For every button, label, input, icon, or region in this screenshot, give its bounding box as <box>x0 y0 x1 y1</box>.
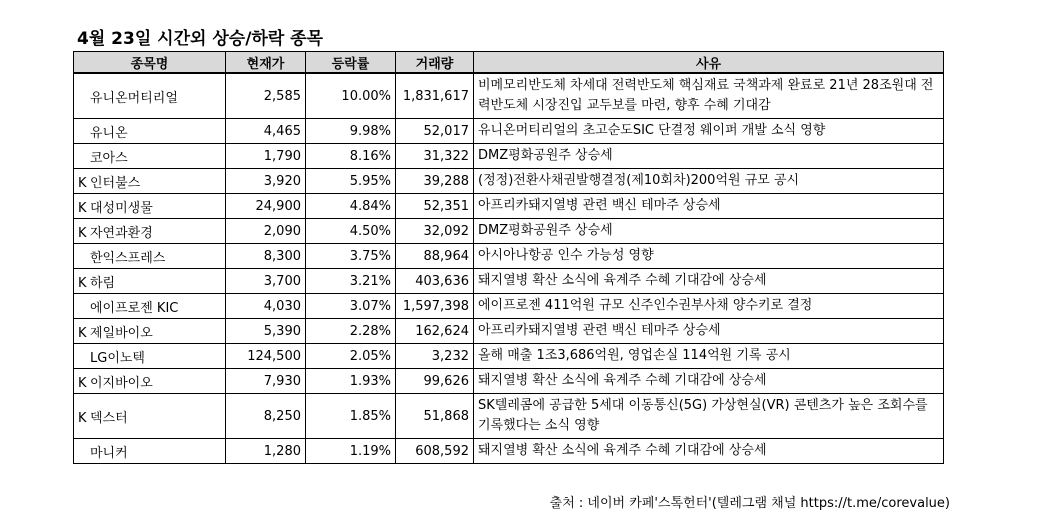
stock-name: LG이노텍 <box>90 350 145 366</box>
stock-name-cell <box>74 319 226 344</box>
header-reason: 사유 <box>474 52 944 74</box>
stock-name: 하림 <box>90 275 116 291</box>
volume-cell: 99,626 <box>396 369 474 394</box>
price-cell: 3,920 <box>226 169 306 194</box>
change-cell: 1.85% <box>306 394 396 439</box>
price-cell: 4,030 <box>226 294 306 319</box>
stock-name-cell <box>74 219 226 244</box>
table-row <box>74 394 944 439</box>
reason-cell: 에이프로젠 411억원 규모 신주인수권부사채 양수키로 결정 <box>474 294 944 319</box>
reason-cell: 아시아나항공 인수 가능성 영향 <box>474 244 944 269</box>
reason-cell: (정정)전환사채권발행결정(제10회차)200억원 규모 공시 <box>474 169 944 194</box>
market-mark: K <box>78 325 87 341</box>
change-cell: 9.98% <box>306 119 396 144</box>
volume-cell: 608,592 <box>396 439 474 464</box>
stock-name-cell <box>74 169 226 194</box>
reason-cell: 비메모리반도체 차세대 전력반도체 핵심재료 국책과제 완료로 21년 28조원대 전력반도체 시장진입 교두보를 마련, 향후 수혜 기대감 <box>474 73 944 119</box>
volume-cell: 403,636 <box>396 269 474 294</box>
table-row <box>74 119 944 144</box>
stock-name: 덱스터 <box>90 410 128 426</box>
change-cell: 8.16% <box>306 144 396 169</box>
change-cell: 4.84% <box>306 194 396 219</box>
stock-name-cell <box>74 294 226 319</box>
table-row <box>74 194 944 219</box>
change-cell: 3.07% <box>306 294 396 319</box>
stock-name-cell <box>74 244 226 269</box>
page-title: 4월 23일 시간외 상승/하락 종목 <box>77 29 324 49</box>
table-row <box>74 344 944 369</box>
header-volume: 거래량 <box>396 52 474 74</box>
stock-name: 대성미생물 <box>90 200 153 216</box>
volume-cell: 32,092 <box>396 219 474 244</box>
stock-name-cell <box>74 73 226 119</box>
price-cell: 7,930 <box>226 369 306 394</box>
stock-name-cell <box>74 369 226 394</box>
stock-name: 이지바이오 <box>90 375 153 391</box>
table-row <box>74 144 944 169</box>
table-row <box>74 219 944 244</box>
stock-name-cell <box>74 269 226 294</box>
price-cell: 1,790 <box>226 144 306 169</box>
price-cell: 24,900 <box>226 194 306 219</box>
stock-name-cell <box>74 144 226 169</box>
reason-cell: 아프리카돼지열병 관련 백신 테마주 상승세 <box>474 194 944 219</box>
table-header <box>74 52 944 74</box>
table-row <box>74 319 944 344</box>
change-cell: 10.00% <box>306 73 396 119</box>
stock-name: 유니온머티리얼 <box>90 90 178 106</box>
reason-cell: 돼지열병 확산 소식에 육계주 수혜 기대감에 상승세 <box>474 369 944 394</box>
volume-cell: 1,831,617 <box>396 73 474 119</box>
volume-cell: 52,017 <box>396 119 474 144</box>
change-cell: 3.75% <box>306 244 396 269</box>
reason-cell: DMZ평화공원주 상승세 <box>474 144 944 169</box>
volume-cell: 39,288 <box>396 169 474 194</box>
table-row <box>74 73 944 119</box>
change-cell: 1.93% <box>306 369 396 394</box>
table-row <box>74 294 944 319</box>
volume-cell: 162,624 <box>396 319 474 344</box>
table-body <box>74 73 944 464</box>
reason-cell: 유니온머티리얼의 초고순도SIC 단결정 웨이퍼 개발 소식 영향 <box>474 119 944 144</box>
stock-name: 인터불스 <box>90 175 141 191</box>
change-cell: 2.05% <box>306 344 396 369</box>
market-mark: K <box>78 410 87 426</box>
stock-name-cell <box>74 194 226 219</box>
stock-name: 에이프로젠 KIC <box>90 300 179 316</box>
change-cell: 4.50% <box>306 219 396 244</box>
market-mark: K <box>78 200 87 216</box>
volume-cell: 1,597,398 <box>396 294 474 319</box>
table-row <box>74 269 944 294</box>
reason-cell: 아프리카돼지열병 관련 백신 테마주 상승세 <box>474 319 944 344</box>
market-mark: K <box>78 175 87 191</box>
stock-name-cell <box>74 439 226 464</box>
volume-cell: 3,232 <box>396 344 474 369</box>
price-cell: 8,250 <box>226 394 306 439</box>
stock-name: 코아스 <box>90 150 128 166</box>
source-note: 출처 : 네이버 카페'스톡헌터'(텔레그램 채널 https://t.me/corevalue) <box>549 496 950 511</box>
stock-name-cell <box>74 394 226 439</box>
reason-cell: DMZ평화공원주 상승세 <box>474 219 944 244</box>
price-cell: 8,300 <box>226 244 306 269</box>
stock-name: 제일바이오 <box>90 325 153 341</box>
header-name: 종목명 <box>74 52 226 74</box>
stock-name-cell <box>74 119 226 144</box>
stock-name: 한익스프레스 <box>90 250 166 266</box>
price-cell: 3,700 <box>226 269 306 294</box>
volume-cell: 31,322 <box>396 144 474 169</box>
price-cell: 2,585 <box>226 73 306 119</box>
change-cell: 2.28% <box>306 319 396 344</box>
market-mark: K <box>78 275 87 291</box>
volume-cell: 88,964 <box>396 244 474 269</box>
reason-cell: 올해 매출 1조3,686억원, 영업손실 114억원 기록 공시 <box>474 344 944 369</box>
change-cell: 1.19% <box>306 439 396 464</box>
reason-cell: SK텔레콤에 공급한 5세대 이동통신(5G) 가상현실(VR) 콘텐츠가 높은 조회수를 기록했다는 소식 영향 <box>474 394 944 439</box>
stock-name-cell <box>74 344 226 369</box>
reason-cell: 돼지열병 확산 소식에 육계주 수혜 기대감에 상승세 <box>474 269 944 294</box>
price-cell: 5,390 <box>226 319 306 344</box>
change-cell: 3.21% <box>306 269 396 294</box>
price-cell: 2,090 <box>226 219 306 244</box>
market-mark: K <box>78 375 87 391</box>
table-row <box>74 369 944 394</box>
price-cell: 1,280 <box>226 439 306 464</box>
table-row <box>74 439 944 464</box>
stock-name: 마니커 <box>90 445 128 461</box>
change-cell: 5.95% <box>306 169 396 194</box>
header-price: 현재가 <box>226 52 306 74</box>
volume-cell: 52,351 <box>396 194 474 219</box>
table-row <box>74 244 944 269</box>
reason-cell: 돼지열병 확산 소식에 육계주 수혜 기대감에 상승세 <box>474 439 944 464</box>
stock-name: 자연과환경 <box>90 225 153 241</box>
stock-table <box>73 51 944 464</box>
stock-name: 유니온 <box>90 125 128 141</box>
price-cell: 124,500 <box>226 344 306 369</box>
price-cell: 4,465 <box>226 119 306 144</box>
volume-cell: 51,868 <box>396 394 474 439</box>
market-mark: K <box>78 225 87 241</box>
header-change: 등락률 <box>306 52 396 74</box>
table-row <box>74 169 944 194</box>
